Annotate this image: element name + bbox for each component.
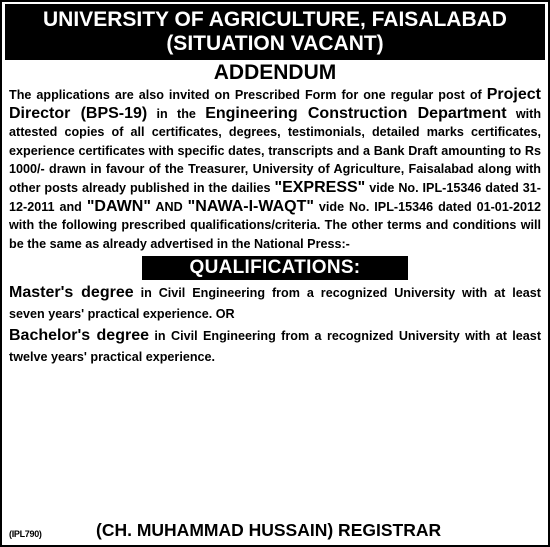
post-title: Project Director (BPS-19) [9,86,541,122]
university-title: UNIVERSITY OF AGRICULTURE, FAISALABAD [43,8,507,31]
body-text [5,86,545,253]
qualification-masters [5,282,545,325]
newspaper-express: "EXPRESS" [274,178,366,196]
body-text-3: with attested copies of all certificates, degrees, testimonials, detailed marks certificates, experience certificates with specific dates, transcripts and a Bank Draft amounting to Rs 1000/- drawn in favour of the Treasurer, University of Agriculture, Faisalabad along with other posts already published in the dailies [9,106,542,195]
bachelors-degree-text: in Civil Engineering from a recognized University with at least twelve years' practical experience. [9,329,542,365]
masters-degree-text: in Civil Engineering from a recognized University with at least seven years' practical experience. OR [9,286,542,322]
and-text: AND [155,199,183,214]
body-text-4: vide No. IPL-15346 dated 31-12-2011 and [9,180,542,214]
footer [9,517,541,541]
qualification-bachelors [5,325,545,368]
body-text-5: vide No. IPL-15346 dated 01-01-2012 with the following prescribed qualifications/criteria. The other terms and conditions will be the same as already advertised in the National Press:- [9,199,542,251]
masthead [5,4,545,60]
newspaper-nawa-i-waqt: "NAWA-I-WAQT" [187,197,314,215]
addendum-heading: ADDENDUM [213,61,337,84]
body-text-2: in the [156,106,196,121]
bachelors-degree-label: Bachelor's degree [9,327,149,345]
qualifications-heading-wrap [5,256,545,280]
qualifications-heading: QUALIFICATIONS: [142,256,409,280]
situation-vacant-title: (SITUATION VACANT) [166,32,384,55]
newspaper-dawn: "DAWN" [86,197,151,215]
department-name: Engineering Construction Department [205,104,507,122]
ipl-reference: (IPL790) [9,529,42,539]
body-paragraph [9,86,541,253]
registrar-signature: (CH. MUHAMMAD HUSSAIN) REGISTRAR [96,520,442,540]
body-text-1: The applications are also invited on Prescribed Form for one regular post of [9,88,482,102]
masters-degree-label: Master's degree [9,284,134,302]
